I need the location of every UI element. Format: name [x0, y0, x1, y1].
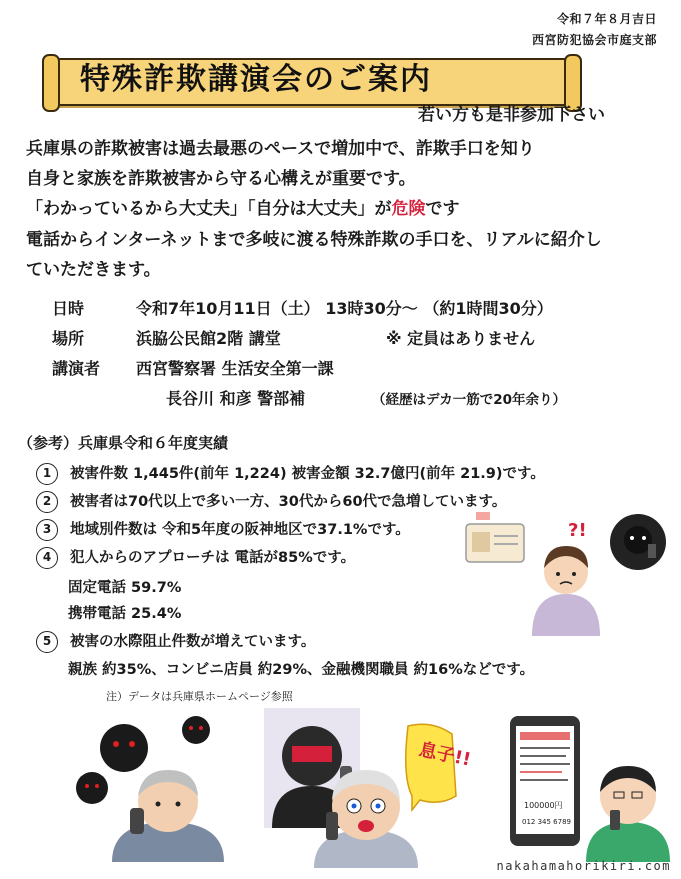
- handset-icon: [130, 808, 144, 834]
- surprise-mark: ?!: [568, 520, 587, 541]
- capacity-note: ※ 定員はありません: [386, 329, 536, 348]
- bubble-text: 息子!!: [416, 739, 473, 771]
- intro-line-1: 兵庫県の詐欺被害は過去最悪のペースで増加中で、詐欺手口を知り: [26, 139, 535, 159]
- data-source-note: 注）データは兵庫県ホームページ参照: [106, 690, 293, 703]
- reference-item-4: [36, 546, 355, 569]
- item-number: 1: [36, 463, 58, 485]
- page-title: 特殊詐欺講演会のご案内: [80, 62, 432, 97]
- issue-date: 令和７年８月吉日: [556, 12, 657, 26]
- item-text: 被害の水際阻止件数が増えています。: [70, 634, 316, 650]
- date-value: 令和7年10月11日（土） 13時30分～ （約1時間30分）: [136, 299, 553, 318]
- phone-amount: 100000円: [524, 801, 563, 810]
- date-label: 日時: [52, 299, 85, 318]
- reference-item-1: [36, 462, 545, 485]
- handset-icon: [326, 812, 338, 840]
- item-text: 犯人からのアプローチは 電話が85%です。: [70, 550, 356, 566]
- page-subtitle: 若い方も是非参加下さい: [418, 105, 605, 125]
- site-watermark: nakahamahorikiri.com: [496, 859, 671, 873]
- elderly-victim-illustration: [72, 712, 238, 862]
- item-number: 2: [36, 491, 58, 513]
- fraudster-call-illustration: [262, 706, 473, 868]
- intro-line-5: ていただきます。: [26, 260, 161, 280]
- landline-share: 固定電話 59.7%: [68, 580, 182, 596]
- shadow-creature-icon: [76, 772, 108, 804]
- worried-woman-icon: [532, 546, 600, 636]
- label-tag-icon: [476, 512, 490, 520]
- phone-scam-illustration: [462, 508, 672, 636]
- intro-line-3: [26, 197, 666, 221]
- item-text: 地域別件数は 令和5年度の阪神地区で37.1%です。: [70, 522, 410, 538]
- shadow-creature-icon: [182, 716, 210, 744]
- sms-scam-illustration: [506, 712, 676, 862]
- speech-bubble-icon: [406, 724, 473, 810]
- handset-icon: [610, 810, 620, 830]
- place-label: 場所: [52, 329, 85, 348]
- phone-number: 012 345 6789: [522, 818, 571, 826]
- intro-quote-end: です: [425, 199, 460, 219]
- speaker-department: 西宮警察署 生活安全第一課: [136, 359, 334, 378]
- shadow-creature-icon: [100, 724, 148, 772]
- speaker-career-note: （経歴はデカ一筋で20年余り）: [372, 392, 567, 408]
- item-number: 4: [36, 547, 58, 569]
- id-card-icon: [466, 524, 524, 562]
- intro-line-2: 自身と家族を詐欺被害から守る心構えが重要です。: [26, 169, 416, 189]
- smartphone-icon: [510, 716, 580, 846]
- intro-line-4: 電話からインターネットまで多岐に渡る特殊詐欺の手口を、リアルに紹介し: [26, 230, 602, 250]
- danger-word: 危険: [391, 199, 426, 219]
- speaker-name: 長谷川 和彦 警部補: [166, 389, 306, 408]
- prevention-breakdown: 親族 約35%、コンビニ店員 約29%、金融機関職員 約16%などです。: [68, 662, 535, 678]
- item-number: 3: [36, 519, 58, 541]
- reference-item-3: [36, 518, 410, 541]
- item-text: 被害者は70代以上で多い一方、30代から60代で急増しています。: [70, 494, 507, 510]
- worried-man-icon: [586, 766, 670, 862]
- intro-quote: 「わかっているから大丈夫」「自分は大丈夫」が: [26, 199, 392, 219]
- item-text: 被害件数 1,445件(前年 1,224) 被害金額 32.7億円(前年 21.9)です。: [70, 466, 545, 482]
- elderly-man-icon: [112, 770, 224, 862]
- mobile-share: 携帯電話 25.4%: [68, 606, 182, 622]
- reference-item-2: [36, 490, 506, 513]
- scroll-curl-left: [42, 54, 60, 112]
- reference-heading: （参考）兵庫県令和６年度実績: [18, 434, 229, 452]
- item-number: 5: [36, 631, 58, 653]
- place-value: 浜脇公民館2階 講堂: [136, 329, 281, 348]
- reference-item-5: [36, 630, 315, 653]
- dark-scammer-icon: [610, 514, 666, 570]
- organization-name: 西宮防犯協会市庭支部: [531, 33, 657, 47]
- speaker-label: 講演者: [52, 359, 101, 378]
